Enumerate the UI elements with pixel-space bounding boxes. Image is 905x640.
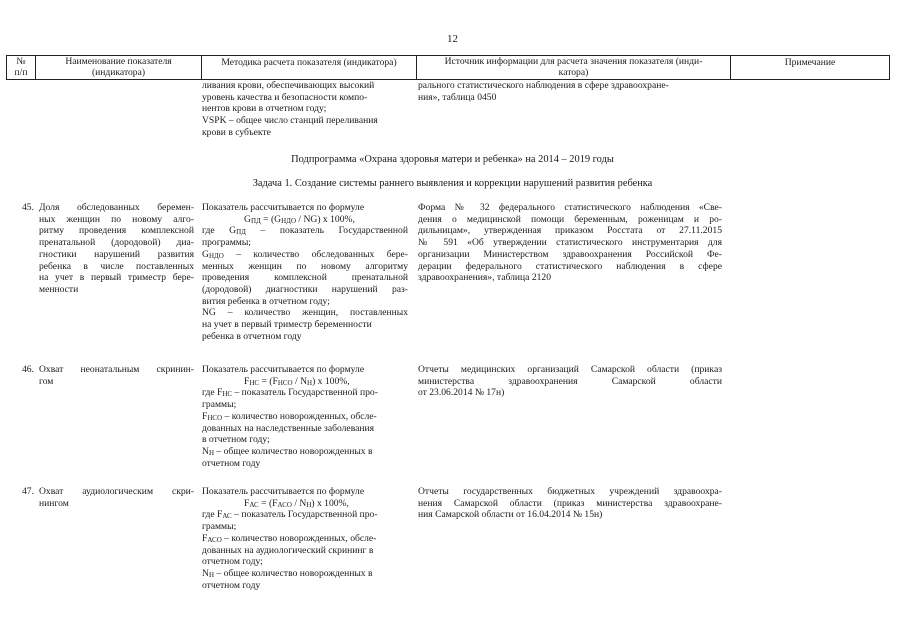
text-line: менных женщин по новому алгоритму [202, 260, 408, 272]
text-line: $F_{НСО}$ – количество новорожденных, обсле- [202, 410, 377, 422]
text-line: дения о медицинской помощи беременным, роженицам и ро- [418, 213, 722, 225]
formula: $F_{НС} = (F_{НСО} / N_Н)$ x 100%, [244, 375, 350, 387]
text-line: здравоохранения», таблица 2120 [418, 272, 552, 284]
text-line: дованных на аудиологический скрининг в [202, 544, 374, 556]
text-line: $N_Н$ – общее количество новорожденных в [202, 445, 373, 457]
header-name: Наименование показателя (индикатора) [35, 56, 201, 79]
row-47-name [39, 486, 194, 509]
text-line: нентов крови в отчетном году; [202, 103, 327, 115]
text-line: ребенка в числе поставленных [39, 260, 194, 272]
row-46-source [418, 364, 722, 399]
text-line: ливания крови, обеспечивающих высокий [202, 80, 375, 91]
row-number: 47. [22, 486, 34, 497]
text-line: Охват аудиологическим скри- [39, 486, 194, 497]
row-45-source [418, 202, 722, 284]
text-line: ных женщин по новому алго- [39, 213, 194, 225]
text-line: отчетном году [202, 579, 261, 591]
continuation-method [202, 80, 408, 139]
text-line: на учет в первый триместр бере- [39, 272, 194, 284]
row-number: 45. [22, 202, 34, 213]
text-line: проведения комплексной пренатальной [202, 272, 408, 284]
row-46-method [202, 364, 408, 469]
text-line: Показатель рассчитывается по формуле [202, 364, 365, 375]
text-line: дерации федерального статистического наблюдения в сфере [418, 260, 722, 272]
continuation-source [418, 80, 722, 103]
text-line: на учет в первый триместр беременности [202, 319, 372, 331]
text-line: граммы; [202, 521, 237, 533]
task-title: Задача 1. Создание системы раннего выявления и коррекции нарушений развития ребенка [252, 178, 653, 189]
text-line: $G_{НДО}$ – количество обследованных бере- [202, 248, 408, 260]
text-line: гом [39, 375, 54, 387]
text-line: отчетном году; [202, 556, 263, 568]
text-line: Отчеты государственных бюджетных учреждений здравоохра- [418, 486, 722, 497]
text-line: рального статистического наблюдения в сфере здравоохране- [418, 80, 669, 91]
text-line: нения Самарской области (приказ министерства здравоохране- [418, 497, 722, 509]
text-line: организации Министерством здравоохранения Российской Фе- [418, 248, 722, 260]
formula: $G_{ПД} = (G_{НДО} / NG)$ x 100%, [244, 213, 355, 225]
text-line: Показатель рассчитывается по формуле [202, 202, 365, 213]
header-num: № п/п [6, 56, 35, 79]
text-line: уровень качества и безопасности компо- [202, 91, 368, 103]
table-header [6, 55, 890, 80]
text-line: Доля обследованных беремен- [39, 202, 194, 213]
header-source: Источник информации для расчета значения показателя (инди- катора) [416, 56, 730, 79]
text-line: № 591 «Об утверждении статистического инструментария для [418, 237, 722, 249]
text-line: ния», таблица 0450 [418, 91, 497, 103]
text-line: Форма № 32 федерального статистического наблюдения «Све- [418, 202, 722, 213]
text-line: менности [39, 283, 79, 295]
row-47-source [418, 486, 722, 521]
formula: $F_{АС} = (F_{АСО} / N_Н)$ x 100%, [244, 497, 349, 509]
text-line: VSPK – общее число станций переливания [202, 115, 378, 127]
text-line: ритму проведения комплексной [39, 225, 194, 237]
text-line: NG – количество женщин, поставленных [202, 307, 408, 319]
text-line: ния Самарской области от 16.04.2014 № 15н) [418, 509, 603, 521]
text-line: где $G_{ПД}$ – показатель Государственной [202, 225, 408, 237]
row-45-method [202, 202, 408, 342]
text-line: ребенка в отчетном году [202, 330, 302, 342]
text-line: граммы; [202, 399, 237, 411]
text-line: дованных на наследственные заболевания [202, 422, 375, 434]
text-line: отчетном году [202, 457, 261, 469]
row-number: 46. [22, 364, 34, 375]
header-note: Примечание [730, 56, 890, 79]
text-line: вития ребенка в отчетном году; [202, 295, 330, 307]
text-line: где $F_{АС}$ – показатель Государственной про- [202, 509, 378, 521]
text-line: программы; [202, 237, 251, 249]
subprogram-title: Подпрограмма «Охрана здоровья матери и ребенка» на 2014 – 2019 годы [291, 154, 614, 165]
text-line: Охват неонатальным скринин- [39, 364, 194, 375]
text-line: (дородовой) диагностики нарушений раз- [202, 283, 408, 295]
row-46-name [39, 364, 194, 387]
page-number: 12 [447, 33, 458, 45]
text-line: $F_{АСО}$ – количество новорожденных, обсле- [202, 532, 377, 544]
text-line: Показатель рассчитывается по формуле [202, 486, 365, 497]
text-line: $N_Н$ – общее количество новорожденных в [202, 567, 373, 579]
header-method: Методика расчета показателя (индикатора) [201, 56, 416, 79]
text-line: дильницам», утвержденная приказом Росстата от 27.11.2015 [418, 225, 722, 237]
text-line: от 23.06.2014 № 17н) [418, 387, 505, 399]
row-47-method [202, 486, 408, 591]
text-line: пренатальной (дородовой) диа- [39, 237, 194, 249]
text-line: Отчеты медицинских организаций Самарской области (приказ [418, 364, 722, 375]
text-line: в отчетном году; [202, 434, 270, 446]
row-45-name [39, 202, 194, 296]
text-line: где $F_{НС}$ – показатель Государственной про- [202, 387, 378, 399]
text-line: министерства здравоохранения Самарской области [418, 375, 722, 387]
text-line: гностики нарушений развития [39, 248, 194, 260]
text-line: крови в субъекте [202, 126, 271, 138]
text-line: нингом [39, 497, 69, 509]
